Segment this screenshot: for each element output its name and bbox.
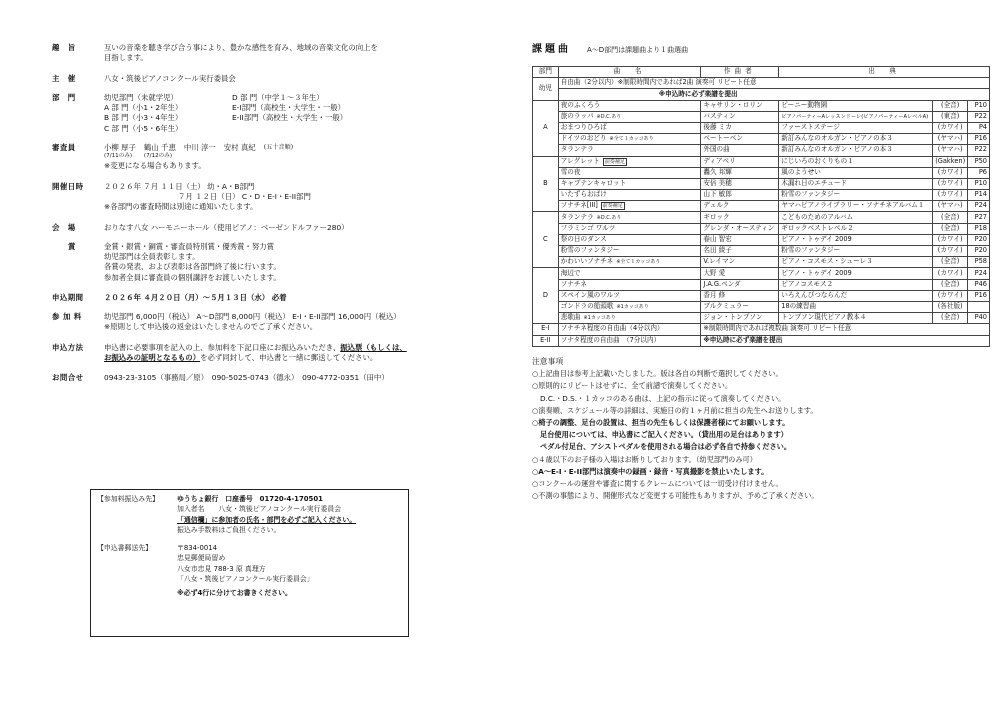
division-item: B 部 門（小3・4年生）: [104, 113, 183, 123]
piece-title: いたずらおばけ: [560, 190, 607, 199]
table-row: [533, 279, 990, 290]
title-cell: [558, 190, 701, 201]
dates-label: 開催日時: [52, 181, 84, 191]
piece-note: ※1カッコあり: [616, 304, 649, 311]
category-cell: E-II: [533, 335, 559, 346]
title-cell: [558, 234, 701, 245]
mail-line: 忠見郵便局留め: [177, 554, 226, 563]
repertoire-subtitle: A～D部門は課題曲より１曲選曲: [587, 46, 689, 54]
source-cell: 新訂みんなのオルガン・ピアノの本３: [779, 145, 933, 156]
publisher-cell: (ヤマハ): [933, 145, 968, 156]
publisher-cell: (全音): [933, 313, 968, 324]
publisher-cell: (ヤマハ): [933, 201, 968, 212]
composer-cell: 山下 敏郎: [701, 190, 779, 201]
composer-cell: ジョン・トンプソン: [701, 313, 779, 324]
publisher-cell: (全音): [933, 100, 968, 111]
fee-text: 幼児部門 6,000円（税込） A～D部門 8,000円（税込） E-I・E-II部門 16,000円（税込）: [104, 311, 401, 321]
judge-note: (7/11のみ): [104, 152, 133, 159]
page-cell: P50: [968, 156, 990, 167]
source-cell: ピアノ・トゥデイ 2009: [779, 268, 933, 279]
composer-cell: グレンダ・オースティン: [701, 223, 779, 234]
piece-title: ゴンドラの船頭歌: [560, 302, 614, 311]
piece-note: ※1カッコあり: [583, 315, 616, 322]
note-item: ○椅子の調整、足台の設置は、担当の先生もしくは保護者様にてお願いします。: [532, 417, 790, 427]
bank-line: ゆうちょ銀行 口座番号 01720-4-170501: [177, 495, 323, 503]
purpose-line: 目指します。: [104, 53, 148, 63]
youji-text: 自由曲（2分以内）※制限時間内であれば2曲 演奏可 リピート任意: [558, 78, 989, 89]
division-item: A 部 門（小1・2年生）: [104, 103, 183, 112]
table-header-row: [533, 67, 990, 78]
period-text: ２０２６年 ４月２０日（月）～５月１３日（水） 必着: [104, 293, 287, 303]
title-cell: [558, 212, 701, 223]
piece-tag: 前奏補足: [602, 203, 623, 210]
purpose-label: 趣 旨: [52, 43, 76, 52]
judge-note: (7/12のみ): [143, 152, 173, 159]
publisher-cell: (全音): [933, 223, 968, 234]
fee-row: [52, 313, 482, 334]
note-item: D.C.・D.S.・１カッコのある曲は、上記の指示に従って演奏してください。: [540, 393, 786, 403]
source-cell: 粉雪のファンタジー: [779, 246, 933, 257]
piece-title: ソナチネ[III]: [560, 201, 598, 210]
notes-title: 注意事項: [532, 356, 564, 366]
purpose-row: [52, 44, 482, 65]
e1-source: ※制限時間内であれば複数曲 演奏可 リピート任意: [701, 324, 990, 335]
header-cell: 部門: [533, 67, 559, 78]
note-item: ○不測の事態により、開催形式など変更する可能性もありますが、予めご了承ください。: [532, 491, 819, 501]
method-emphasis: お振込みの証明となるもの）: [104, 353, 201, 363]
awards-row: [52, 243, 482, 285]
page-cell: P10: [968, 100, 990, 111]
judges-order-note: (五十音順): [263, 143, 294, 151]
venue-text: おりなす八女 ハーモニーホール（使用ピアノ：ベーゼンドルファー280）: [104, 222, 349, 232]
method-label: 申込方法: [52, 342, 84, 352]
publisher-cell: (カワイ): [933, 122, 968, 133]
composer-cell: キャサリン・ロリン: [701, 100, 779, 111]
title-cell: [558, 100, 701, 111]
mail-line: 八女市忠見 788-3 原 真理方: [177, 564, 266, 573]
piece-title: ソナチネ: [560, 279, 587, 288]
table-row: [533, 335, 990, 346]
publisher-cell: (カワイ): [933, 190, 968, 201]
composer-cell: バスティン: [701, 111, 779, 122]
piece-title: キャプテンキャロット: [560, 179, 627, 188]
table-row: [533, 223, 990, 234]
title-cell: [558, 246, 701, 257]
division-item: E-I部門（高校生・大学生・一般）: [232, 103, 345, 112]
table-row: [533, 178, 990, 189]
table-row: [533, 246, 990, 257]
mail-label: 【申込書郵送先】: [97, 544, 153, 553]
table-row: [533, 212, 990, 223]
source-cell: 風のようせい: [779, 167, 933, 178]
e2-text: ソナタ程度の自由曲 （7分以内）: [558, 335, 701, 346]
source-cell: こどものためのアルバム: [779, 212, 933, 223]
page-cell: P46: [968, 279, 990, 290]
category-cell: 幼児: [533, 78, 559, 100]
table-row: [533, 290, 990, 301]
table-row: [533, 190, 990, 201]
source-cell: ピアノパーティーAレッスンドーレ(ピアノパーティーAレベルA): [779, 111, 933, 122]
page-cell: P10: [968, 178, 990, 189]
composer-cell: ブルクミュラー: [701, 301, 779, 312]
bank-label: 【参加料振込み先】: [97, 495, 160, 503]
piece-note: ※D.C.あり: [596, 113, 622, 120]
overview-section: [52, 44, 482, 387]
publisher-cell: (カワイ): [933, 268, 968, 279]
source-cell: ピアノ・コスモス・シューレ３: [779, 257, 933, 268]
page-cell: P24: [968, 201, 990, 212]
organizer-row: [52, 75, 482, 84]
table-row: [533, 122, 990, 133]
source-cell: 粉雪のファンタジー: [779, 190, 933, 201]
piece-title: フラミンゴ ワルツ: [560, 223, 616, 232]
division-item: 幼児部門（未就学児）: [104, 92, 178, 102]
organizer-label: 主 催: [52, 73, 76, 83]
bank-line: 「通信欄」に参加者の氏名・部門を必ずご記入ください。: [177, 515, 357, 524]
publisher-cell: (カワイ): [933, 290, 968, 301]
period-row: [52, 294, 482, 303]
table-row: [533, 167, 990, 178]
youji-note: ※申込時に必ず楽譜を提出: [558, 89, 989, 100]
page-cell: P58: [968, 257, 990, 268]
composer-cell: J.A.G.ベンダ: [701, 279, 779, 290]
composer-cell: 大野 愛: [701, 268, 779, 279]
page-cell: P4: [968, 122, 990, 133]
note-item: ○A～E-I・E-II部門は演奏中の録画・録音・写真撮影を禁止いたします。: [532, 466, 769, 476]
method-text: を必ず同封して、申込書と一緒に郵送してください。: [200, 353, 378, 363]
divisions-label: 部 門: [52, 92, 76, 102]
table-row: [533, 145, 990, 156]
source-cell: ピアノコスモス２: [779, 279, 933, 290]
title-cell: [558, 257, 701, 268]
composer-cell: 轟久 邦輝: [701, 167, 779, 178]
page-cell: P14: [968, 190, 990, 201]
e2-source: ※申込時に必ず楽譜を提出: [701, 335, 990, 346]
source-cell: ファーストステージ: [779, 122, 933, 133]
publisher-cell: (全音): [933, 279, 968, 290]
piece-tag: 前奏補足: [604, 158, 625, 165]
title-cell: [558, 201, 701, 212]
composer-cell: デュルク: [701, 201, 779, 212]
dates-note: ※各部門の審査時間は別途に通知いたします。: [104, 202, 258, 212]
piece-title: かわいいソナチネ: [560, 257, 614, 266]
piece-title: 粉雪のファンタジー: [560, 246, 620, 255]
source-cell: ヤマハピアノライブラリー・ソナチネアルバム１: [779, 201, 933, 212]
piece-title: タランテラ: [560, 145, 594, 154]
dates-row: [52, 183, 482, 214]
page-cell: P20: [968, 234, 990, 245]
table-row: [533, 201, 990, 212]
mail-note: ※必ず4行に分けてお書きください。: [177, 589, 292, 598]
publisher-cell: (全音): [933, 257, 968, 268]
table-row: [533, 89, 990, 100]
composer-cell: ベートーベン: [701, 134, 779, 145]
purpose-line: 互いの音楽を聴き学び合う事により、豊かな感性を育み、地域の音楽文化の向上を: [104, 43, 378, 52]
piece-title: 祭の日のダンス: [560, 234, 607, 243]
piece-note: ※D.C.あり: [596, 214, 622, 221]
composer-cell: ディアベリ: [701, 156, 779, 167]
awards-line: 参加者全員に審査員の個別講評をお渡しいたします。: [104, 272, 281, 282]
title-cell: [558, 145, 701, 156]
title-cell: [558, 301, 701, 312]
page-cell: P20: [968, 246, 990, 257]
divisions-row: [52, 94, 482, 134]
title-cell: [558, 178, 701, 189]
judge-name: 小柳 厚子: [104, 142, 136, 152]
note-item: 足台使用については、申込書にご記入ください。（貸出用の足台はあります）: [540, 430, 788, 440]
mail-line: 「八女・筑後ピアノコンクール実行委員会」: [177, 574, 314, 583]
publisher-cell: (カワイ): [933, 167, 968, 178]
title-cell: [558, 111, 701, 122]
composer-cell: 外国の曲: [701, 145, 779, 156]
contact-text: 0943-23-3105（事務局／原） 090-5025-0743（德永） 090-4772-0351（田中）: [104, 373, 389, 383]
page-cell: P22: [968, 145, 990, 156]
title-cell: [558, 290, 701, 301]
title-cell: [558, 268, 701, 279]
piece-title: 海辺で: [560, 268, 581, 277]
source-cell: ピーニー動物園: [779, 100, 933, 111]
piece-title: タランテラ: [560, 212, 594, 221]
fee-note: ※原則として申込後の返金はいたしませんのでご了承ください。: [104, 322, 318, 332]
composer-cell: V.レイマン: [701, 257, 779, 268]
composer-cell: ギロック: [701, 212, 779, 223]
title-cell: [558, 134, 701, 145]
category-cell: D: [533, 268, 559, 324]
payment-mailing-box: [90, 489, 409, 637]
repertoire-section: [532, 44, 990, 505]
header-cell: 作曲者: [701, 67, 779, 78]
composer-cell: 春山 智宏: [701, 234, 779, 245]
note-item: ○演奏順、スケジュール等の詳細は、実施日の約１ヶ月前に担当の先生へお送りします。: [532, 405, 818, 415]
page-cell: [968, 301, 990, 312]
title-cell: [558, 279, 701, 290]
composer-cell: 後藤 ミカ: [701, 122, 779, 133]
piece-title: おまつりひろば: [560, 123, 607, 132]
category-cell: A: [533, 100, 559, 156]
venue-row: [52, 224, 482, 233]
judge-name: 中川 淳一: [183, 142, 216, 152]
piece-note: ※全て１カッコあり: [616, 259, 661, 266]
judge-name: 安村 真紀: [223, 142, 256, 152]
date-line: ７月 １２日（日） C・D・E-I・E-II部門: [178, 191, 311, 201]
header-cell: 出 典: [779, 67, 990, 78]
bank-line: 加入者名 八女・筑後ピアノコンクール実行委員会: [177, 505, 342, 514]
page-cell: P27: [968, 212, 990, 223]
header-cell: 曲 名: [558, 67, 701, 78]
title-cell: [558, 313, 701, 324]
table-row: [533, 111, 990, 122]
awards-line: 幼児部門は全員表彰します。: [104, 251, 200, 261]
table-row: [533, 268, 990, 279]
judges-label: 審査員: [52, 142, 76, 152]
title-cell: [558, 167, 701, 178]
table-row: [533, 301, 990, 312]
title-cell: [558, 122, 701, 133]
piece-title: 夜のふくろう: [560, 100, 601, 109]
awards-line: 各賞の発表、および表彰は各部門終了後に行います。: [104, 262, 281, 272]
source-cell: 18の練習曲: [779, 301, 933, 312]
category-cell: E-I: [533, 324, 559, 335]
source-cell: にじいろのおくりもの１: [779, 156, 933, 167]
page-cell: P22: [968, 111, 990, 122]
piece-title: 旅のラッパ: [560, 111, 594, 120]
division-item: C 部 門（小5・6年生）: [104, 123, 183, 133]
page-cell: P16: [968, 290, 990, 301]
division-item: D 部 門（中学１～３年生）: [232, 92, 324, 102]
organizer-text: 八女・筑後ピアノコンクール実行委員会: [104, 73, 236, 83]
publisher-cell: (東音): [933, 111, 968, 122]
repertoire-table: [532, 66, 990, 347]
page-cell: P6: [968, 167, 990, 178]
method-row: [52, 344, 482, 365]
source-cell: いろえんぴつならんだ: [779, 290, 933, 301]
source-cell: 新訂みんなのオルガン・ピアノの本３: [779, 134, 933, 145]
publisher-cell: (カワイ): [933, 178, 968, 189]
table-row: [533, 134, 990, 145]
contact-row: [52, 374, 482, 383]
piece-title: 雪の夜: [560, 167, 581, 176]
page-cell: P16: [968, 134, 990, 145]
source-cell: トンプソン現代ピアノ教本４: [779, 313, 933, 324]
table-row: [533, 234, 990, 245]
source-cell: ピアノ・トゥデイ 2009: [779, 234, 933, 245]
composer-cell: 香月 修: [701, 290, 779, 301]
judges-row: [52, 144, 482, 173]
awards-line: 金賞・銀賞・銅賞・審査員特別賞・優秀賞・努力賞: [104, 241, 274, 251]
note-item: ペダル付足台、アシストペダルを使用される場合は必ず各自で持参ください。: [540, 442, 792, 452]
page-cell: P24: [968, 268, 990, 279]
judges-note: ※変更になる場合もあります。: [104, 161, 206, 171]
table-row: [533, 313, 990, 324]
page-cell: P40: [968, 313, 990, 324]
division-item: E-II部門（高校生・大学生・一般）: [232, 113, 348, 123]
method-emphasis: 振込票（もしくは、: [340, 342, 407, 352]
publisher-cell: (全音): [933, 212, 968, 223]
title-cell: [558, 156, 701, 167]
method-text: 申込書に必要事項を記入の上、参加料を下記口座にお振込みいただき、: [104, 342, 341, 352]
source-cell: 木漏れ日のエチュード: [779, 178, 933, 189]
bank-line: 振込み手数料はご負担ください。: [177, 525, 281, 534]
table-row: [533, 156, 990, 167]
e1-text: ソナチネ程度の自由曲（4分以内）: [558, 324, 701, 335]
category-cell: C: [533, 212, 559, 268]
category-cell: B: [533, 156, 559, 212]
piece-title: アレグレット: [560, 156, 600, 165]
notes-section: [532, 357, 990, 501]
piece-title: ドイツのおどり: [560, 134, 607, 143]
publisher-cell: (ヤマハ): [933, 134, 968, 145]
piece-title: スペイン風のワルツ: [560, 290, 620, 299]
mail-line: 〒834-0014: [177, 544, 218, 553]
note-item: ○原則的にリピートはせずに、全て前譜で演奏してください。: [532, 381, 733, 391]
repertoire-title: 課題曲: [532, 44, 571, 55]
judge-name: 鶴山 千恵: [143, 142, 176, 152]
venue-label: 会 場: [52, 222, 76, 232]
title-cell: [558, 223, 701, 234]
publisher-cell: (Gakken): [933, 156, 968, 167]
period-label: 申込期間: [52, 293, 84, 303]
table-row: [533, 100, 990, 111]
awards-label: 賞: [68, 241, 76, 251]
publisher-cell: (カワイ): [933, 234, 968, 245]
piece-title: 悲歌曲: [560, 313, 581, 322]
composer-cell: 安倍 美穂: [701, 178, 779, 189]
table-row: [533, 324, 990, 335]
note-item: ○４歳以下のお子様の入場はお断りしております。（幼児部門のみ可）: [532, 454, 757, 464]
date-line: ２０２６年 ７月 １１日（土） 幼・A・B部門: [104, 181, 255, 191]
contact-label: お問合せ: [52, 373, 84, 383]
note-item: ○上記曲目は参考上記載いたしました。版は各自の判断で選択してください。: [532, 369, 783, 379]
publisher-cell: (各社版): [933, 301, 968, 312]
note-item: ○コンクールの運営や審査に関するクレームについては一切受け付けません。: [532, 479, 783, 489]
publisher-cell: (カワイ): [933, 246, 968, 257]
page-cell: P18: [968, 223, 990, 234]
fee-label: 参 加 料: [52, 311, 82, 321]
table-row: [533, 257, 990, 268]
source-cell: ギロックベストレベル２: [779, 223, 933, 234]
piece-note: ※全て１カッコあり: [609, 136, 654, 143]
composer-cell: 名田 綾子: [701, 246, 779, 257]
table-row: [533, 78, 990, 89]
